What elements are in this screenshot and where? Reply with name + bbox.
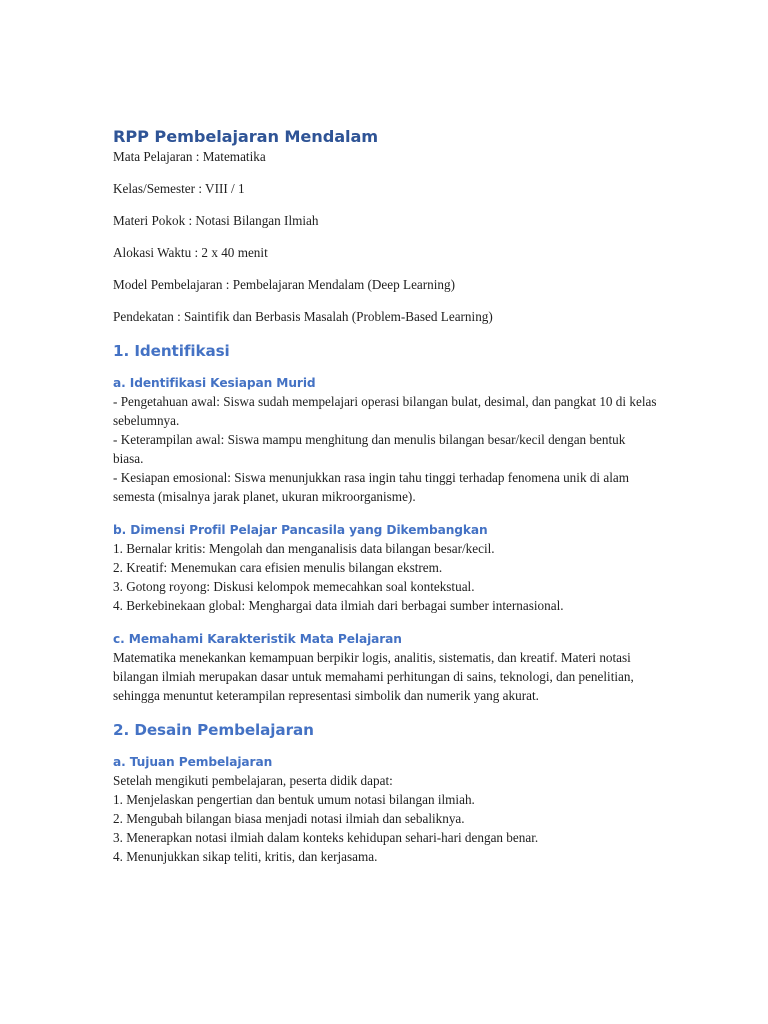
section-heading: 2. Desain Pembelajaran: [113, 721, 314, 739]
document-title: RPP Pembelajaran Mendalam: [113, 127, 379, 146]
list-item: 3. Menerapkan notasi ilmiah dalam konteks kehidupan sehari-hari dengan benar.: [113, 830, 539, 845]
profile-dimensions-list: [113, 539, 658, 615]
list-item: 1. Menjelaskan pengertian dan bentuk umum notasi bilangan ilmiah.: [113, 792, 475, 807]
subsection-heading: b. Dimensi Profil Pelajar Pancasila yang Dikembangkan: [113, 523, 488, 537]
learning-objectives-list: [113, 771, 658, 866]
list-item: 2. Kreatif: Menemukan cara efisien menulis bilangan ekstrem.: [113, 560, 443, 575]
list-item: - Keterampilan awal: Siswa mampu menghitung dan menulis bilangan besar/kecil dengan bentuk biasa.: [113, 432, 626, 466]
meta-block: [113, 147, 658, 326]
meta-time-allocation: Alokasi Waktu : 2 x 40 menit: [113, 245, 268, 260]
list-item: 1. Bernalar kritis: Mengolah dan menganalisis data bilangan besar/kecil.: [113, 541, 495, 556]
meta-approach: Pendekatan : Saintifik dan Berbasis Masalah (Problem-Based Learning): [113, 309, 493, 324]
meta-class-semester: Kelas/Semester : VIII / 1: [113, 181, 245, 196]
list-item: - Pengetahuan awal: Siswa sudah mempelajari operasi bilangan bulat, desimal, dan pangkat 10 di kelas sebelumnya.: [113, 394, 657, 428]
section-heading: 1. Identifikasi: [113, 342, 230, 360]
document-page: [113, 118, 658, 866]
list-item: 2. Mengubah bilangan biasa menjadi notasi ilmiah dan sebaliknya.: [113, 811, 465, 826]
list-item: - Kesiapan emosional: Siswa menunjukkan rasa ingin tahu tinggi terhadap fenomena unik di alam semesta (misalnya jarak planet, ukuran mikroorganisme).: [113, 470, 630, 504]
list-item: Setelah mengikuti pembelajaran, peserta didik dapat:: [113, 773, 393, 788]
subsection-heading: a. Identifikasi Kesiapan Murid: [113, 376, 316, 390]
subsection-heading: c. Memahami Karakteristik Mata Pelajaran: [113, 632, 402, 646]
subject-characteristics-paragraph: Matematika menekankan kemampuan berpikir logis, analitis, sistematis, dan kreatif. Materi notasi bilangan ilmiah merupakan dasar untuk memahami perhitungan di sains, teknologi, dan penelitian, sehingga menuntut keterampilan representasi simbolik dan numerik yang akurat.: [113, 650, 634, 703]
readiness-list: [113, 392, 658, 506]
list-item: 3. Gotong royong: Diskusi kelompok memecahkan soal kontekstual.: [113, 579, 475, 594]
subsection-heading: a. Tujuan Pembelajaran: [113, 755, 273, 769]
list-item: 4. Berkebinekaan global: Menghargai data ilmiah dari berbagai sumber internasional.: [113, 598, 564, 613]
meta-learning-model: Model Pembelajaran : Pembelajaran Mendalam (Deep Learning): [113, 277, 456, 292]
meta-topic: Materi Pokok : Notasi Bilangan Ilmiah: [113, 213, 319, 228]
meta-subject: Mata Pelajaran : Matematika: [113, 149, 266, 164]
list-item: 4. Menunjukkan sikap teliti, kritis, dan kerjasama.: [113, 849, 378, 864]
